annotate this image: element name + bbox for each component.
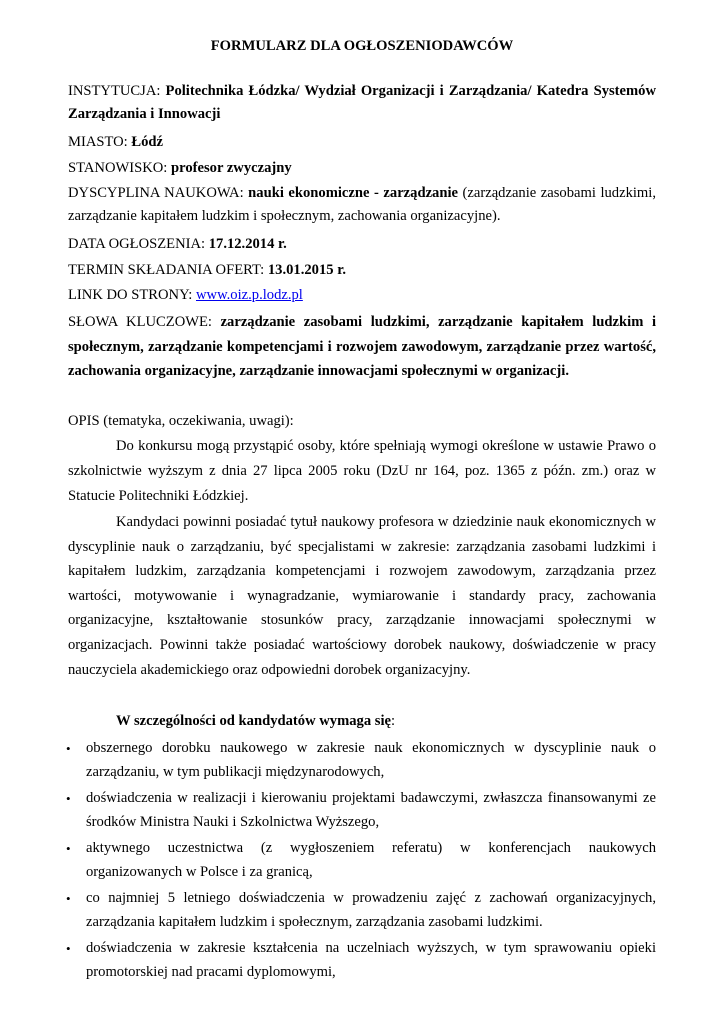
data-label: DATA OGŁOSZENIA:: [68, 236, 209, 252]
bullet-icon: •: [66, 791, 71, 806]
requirement-text: aktywnego uczestnictwa (z wygłoszeniem referatu) w konferencjach naukowych organizowanych w Polsce i za granicą,: [86, 840, 656, 880]
instytucja-label: INSTYTUCJA:: [68, 83, 166, 99]
requirement-item: [68, 887, 656, 934]
miasto-value: Łódź: [131, 134, 164, 150]
opis-paragraph-1: Do konkursu mogą przystąpić osoby, które spełniają wymogi określone w ustawie Prawo o szkolnictwie wyższym z dnia 27 lipca 2005 roku (DzU nr 164, poz. 1365 z późn. zm.) oraz w Statucie Politechniki Łódzkiej.: [68, 438, 656, 504]
requirement-text: doświadczenia w zakresie kształcenia na uczelniach wyższych, w tym sprawowaniu opieki promotorskiej nad pracami dyplomowymi,: [86, 940, 656, 980]
bullet-icon: •: [66, 841, 71, 856]
requirement-item: [68, 837, 656, 884]
field-data-ogloszenia: [68, 233, 656, 256]
termin-value: 13.01.2015 r.: [267, 262, 346, 278]
instytucja-value: Politechnika Łódzka/ Wydział Organizacji i Zarządzania/ Katedra Systemów Zarządzania i Innowacji: [68, 83, 656, 123]
dyscyplina-value: nauki ekonomiczne - zarządzanie: [248, 185, 458, 201]
dyscyplina-label: DYSCYPLINA NAUKOWA:: [68, 185, 249, 201]
bullet-icon: •: [66, 941, 71, 956]
requirement-item: [68, 737, 656, 784]
requirement-text: co najmniej 5 letniego doświadczenia w prowadzeniu zajęć z zachowań organizacyjnych, zarządzania kapitałem ludzkim i społecznym, zarządzania zasobami ludzkimi.: [86, 890, 656, 930]
bullet-icon: •: [66, 741, 71, 756]
opis-paragraph-2: Kandydaci powinni posiadać tytuł naukowy profesora w dziedzinie nauk ekonomicznych w dyscyplinie nauk o zarządzaniu, być specjalistami w zakresie: zarządzania zasobami ludzkimi i kapitałem ludzkim, zarządzania kompetencjami i rozwojem zawodowym, zarządzania przez wartości, motywowanie i wynagradzanie, wymiarowanie i standardy pracy, zachowania organizacyjne, kształtowanie stosunków pracy, zarządzanie innowacjami społecznymi w organizacjach. Powinni także posiadać wartościowy dorobek naukowy, doświadczenie w pracy nauczyciela akademickiego oraz odpowiedni dorobek organizacyjny.: [68, 514, 656, 678]
requirements-heading-text: W szczególności od kandydatów wymaga się: [116, 713, 391, 729]
requirement-text: doświadczenia w realizacji i kierowaniu projektami badawczymi, zwłaszcza finansowanymi ze środków Ministra Nauki i Szkolnictwa Wyższego,: [86, 790, 656, 830]
field-slowa-kluczowe: [68, 310, 656, 384]
opis-heading: OPIS (tematyka, oczekiwania, uwagi):: [68, 413, 294, 429]
requirements-ul: [68, 737, 656, 984]
slowa-label: SŁOWA KLUCZOWE:: [68, 314, 221, 330]
slowa-value: zarządzanie zasobami ludzkimi, zarządzanie kapitałem ludzkim i społecznym, zarządzanie kompetencjami i rozwojem zawodowym, zarządzanie przez wartość, zachowania organizacyjne, zarządzanie innowacjami społecznymi w organizacji.: [68, 314, 656, 379]
field-termin: [68, 259, 656, 282]
field-link: [68, 284, 656, 307]
requirements-list: [68, 737, 656, 987]
requirements-heading: [68, 710, 656, 733]
dyscyplina-note: (zarządzanie zasobami ludzkimi, zarządzanie kapitałem ludzkim i społecznym, zachowania organizacyjne).: [68, 185, 656, 225]
field-instytucja: [68, 80, 656, 126]
data-value: 17.12.2014 r.: [208, 236, 287, 252]
field-stanowisko: [68, 157, 656, 180]
website-link[interactable]: www.oiz.p.lodz.pl: [195, 287, 303, 303]
stanowisko-value: profesor zwyczajny: [171, 160, 292, 176]
requirements-colon: :: [391, 713, 396, 729]
field-miasto: [68, 131, 656, 154]
page-title: FORMULARZ DLA OGŁOSZENIODAWCÓW: [210, 38, 514, 54]
requirement-item: [68, 787, 656, 834]
bullet-icon: •: [66, 891, 71, 906]
requirement-item: [68, 937, 656, 984]
field-dyscyplina: [68, 182, 656, 228]
miasto-label: MIASTO:: [68, 134, 132, 150]
stanowisko-label: STANOWISKO:: [68, 160, 172, 176]
requirement-text: obszernego dorobku naukowego w zakresie nauk ekonomicznych w dyscyplinie nauk o zarządzaniu, w tym publikacji międzynarodowych,: [86, 740, 656, 780]
termin-label: TERMIN SKŁADANIA OFERT:: [68, 262, 268, 278]
link-label: LINK DO STRONY:: [68, 287, 196, 303]
